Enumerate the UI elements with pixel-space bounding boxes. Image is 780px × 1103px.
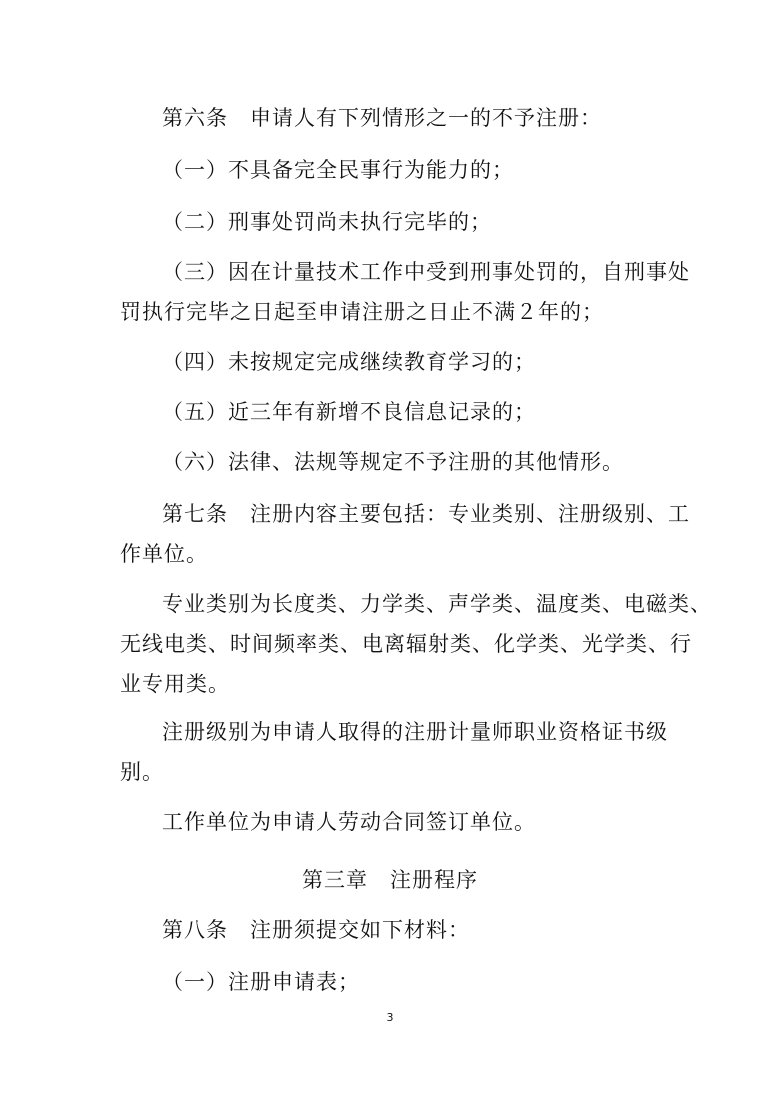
article-7-line-1: 第七条 注册内容主要包括：专业类别、注册级别、工 — [162, 502, 690, 526]
article-6-item-1: （一）不具备完全民事行为能力的； — [162, 158, 514, 182]
article-6-heading: 第六条 申请人有下列情形之一的不予注册： — [162, 106, 602, 130]
chapter-heading: 第三章 注册程序 — [302, 868, 478, 892]
level-paragraph-line-2: 别。 — [120, 760, 164, 784]
article-6-item-3-line-2: 罚执行完毕之日起至申请注册之日止不满２年的； — [120, 300, 604, 324]
article-8-item-1: （一）注册申请表； — [162, 970, 360, 994]
level-paragraph-line-1: 注册级别为申请人取得的注册计量师职业资格证书级 — [162, 720, 668, 744]
article-6-item-2: （二）刑事处罚尚未执行完毕的； — [162, 210, 492, 234]
article-8-heading: 第八条 注册须提交如下材料： — [162, 918, 470, 942]
workplace-paragraph: 工作单位为申请人劳动合同签订单位。 — [162, 810, 536, 834]
categories-paragraph-line-2: 无线电类、时间频率类、电离辐射类、化学类、光学类、行 — [120, 632, 692, 656]
article-6-item-5: （五）近三年有新增不良信息记录的； — [162, 400, 536, 424]
article-6-item-3-line-1: （三）因在计量技术工作中受到刑事处罚的，自刑事处 — [162, 260, 690, 284]
categories-paragraph-line-3: 业专用类。 — [120, 672, 230, 696]
article-7-line-2: 作单位。 — [120, 542, 208, 566]
article-6-item-4: （四）未按规定完成继续教育学习的； — [162, 350, 536, 374]
page-number: 3 — [386, 1011, 394, 1024]
categories-paragraph-line-1: 专业类别为长度类、力学类、声学类、温度类、电磁类、 — [162, 592, 712, 616]
article-6-item-6: （六）法律、法规等规定不予注册的其他情形。 — [162, 450, 624, 474]
